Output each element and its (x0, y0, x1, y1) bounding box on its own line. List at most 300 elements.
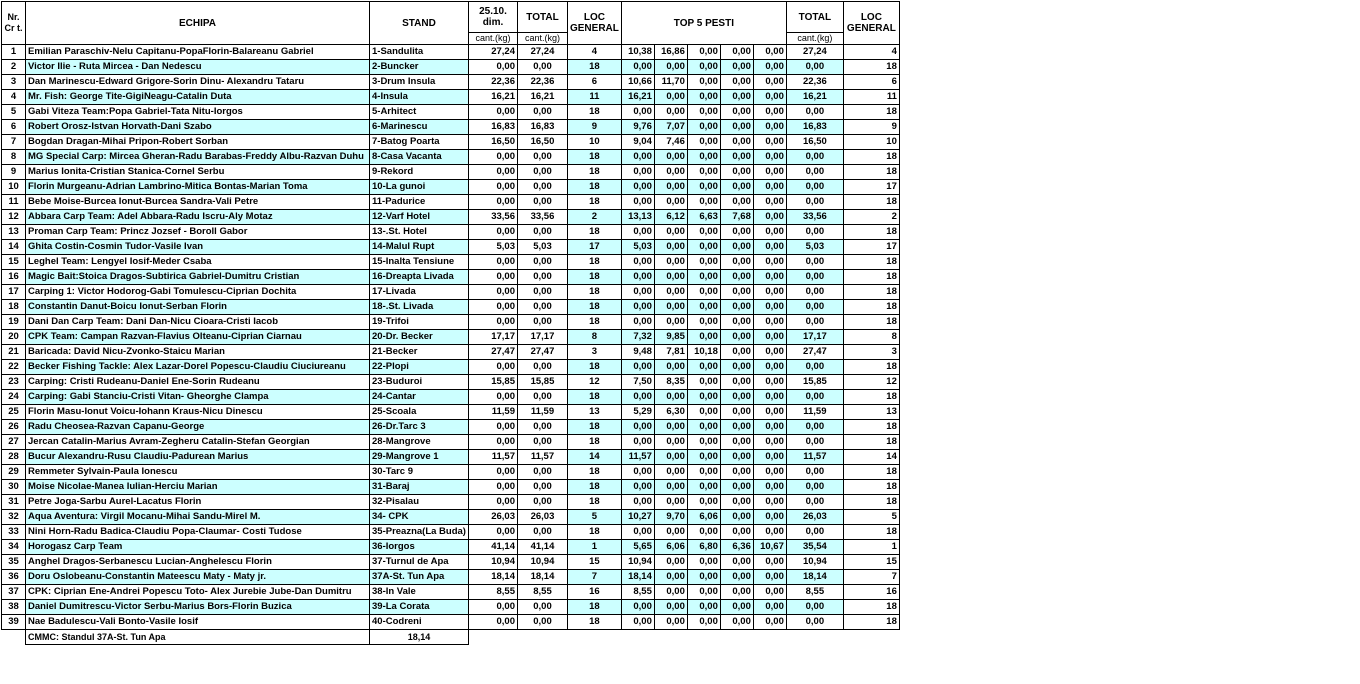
cell-p1[interactable]: 0,00 (621, 195, 654, 210)
cell-stand[interactable]: 7-Batog Poarta (370, 135, 469, 150)
cell-p3[interactable]: 0,00 (687, 525, 720, 540)
cell-p4[interactable]: 0,00 (720, 435, 753, 450)
cell-total2[interactable]: 0,00 (786, 315, 843, 330)
cell-p4[interactable]: 0,00 (720, 165, 753, 180)
cell-stand[interactable]: 22-Plopi (370, 360, 469, 375)
header-total[interactable]: TOTAL (517, 2, 567, 33)
cell-total2[interactable]: 27,47 (786, 345, 843, 360)
cell-day[interactable]: 0,00 (468, 600, 517, 615)
cell-day[interactable]: 0,00 (468, 495, 517, 510)
cell-p1[interactable]: 7,50 (621, 375, 654, 390)
cell-echipa[interactable]: Aqua Aventura: Virgil Mocanu-Mihai Sandu-Mirel M. (26, 510, 370, 525)
cell-day[interactable]: 15,85 (468, 375, 517, 390)
cell-echipa[interactable]: Emilian Paraschiv-Nelu Capitanu-PopaFlorin-Balareanu Gabriel (26, 45, 370, 60)
cell-total2[interactable]: 0,00 (786, 195, 843, 210)
cell-loc[interactable]: 18 (567, 495, 621, 510)
cell-day[interactable]: 0,00 (468, 255, 517, 270)
cell-total[interactable]: 0,00 (517, 435, 567, 450)
cell-total2[interactable]: 0,00 (786, 180, 843, 195)
cell-loc2[interactable]: 4 (843, 45, 899, 60)
cell-p1[interactable]: 9,04 (621, 135, 654, 150)
cell-p1[interactable]: 0,00 (621, 480, 654, 495)
cell-echipa[interactable]: Victor Ilie - Ruta Mircea - Dan Nedescu (26, 60, 370, 75)
cell-p1[interactable]: 10,94 (621, 555, 654, 570)
cell-stand[interactable]: 16-Dreapta Livada (370, 270, 469, 285)
cell-p5[interactable]: 0,00 (753, 585, 786, 600)
cell-p5[interactable]: 0,00 (753, 45, 786, 60)
cell-p5[interactable]: 0,00 (753, 420, 786, 435)
cell-p2[interactable]: 0,00 (654, 495, 687, 510)
cell-p2[interactable]: 8,35 (654, 375, 687, 390)
cell-p1[interactable]: 0,00 (621, 255, 654, 270)
cell-loc2[interactable]: 3 (843, 345, 899, 360)
cell-loc2[interactable]: 18 (843, 420, 899, 435)
cell-nr[interactable]: 5 (2, 105, 26, 120)
cell-p2[interactable]: 6,30 (654, 405, 687, 420)
cell-day[interactable]: 41,14 (468, 540, 517, 555)
cell-stand[interactable]: 15-Inalta Tensiune (370, 255, 469, 270)
cell-p4[interactable]: 0,00 (720, 105, 753, 120)
cell-p4[interactable]: 0,00 (720, 450, 753, 465)
cell-echipa[interactable]: Leghel Team: Lengyel Iosif-Meder Csaba (26, 255, 370, 270)
cell-loc2[interactable]: 18 (843, 465, 899, 480)
cell-p1[interactable]: 0,00 (621, 285, 654, 300)
cell-p2[interactable]: 9,70 (654, 510, 687, 525)
cell-stand[interactable]: 10-La gunoi (370, 180, 469, 195)
cell-total2[interactable]: 0,00 (786, 225, 843, 240)
cell-stand[interactable]: 34- CPK (370, 510, 469, 525)
cell-nr[interactable]: 37 (2, 585, 26, 600)
cell-nr[interactable]: 36 (2, 570, 26, 585)
cell-total2[interactable]: 22,36 (786, 75, 843, 90)
cell-p2[interactable]: 6,06 (654, 540, 687, 555)
cell-p4[interactable]: 0,00 (720, 525, 753, 540)
cell-echipa[interactable]: Gabi Viteza Team:Popa Gabriel-Tata Nitu-Iorgos (26, 105, 370, 120)
cell-stand[interactable]: 5-Arhitect (370, 105, 469, 120)
cell-day[interactable]: 0,00 (468, 525, 517, 540)
cell-echipa[interactable]: Doru Oslobeanu-Constantin Mateescu Maty - Maty jr. (26, 570, 370, 585)
cell-p2[interactable]: 0,00 (654, 225, 687, 240)
cell-p4[interactable]: 0,00 (720, 390, 753, 405)
cell-nr[interactable]: 13 (2, 225, 26, 240)
cell-loc2[interactable]: 5 (843, 510, 899, 525)
cell-loc[interactable]: 17 (567, 240, 621, 255)
cell-loc2[interactable]: 18 (843, 60, 899, 75)
cell-total2[interactable]: 0,00 (786, 615, 843, 630)
cell-p4[interactable]: 0,00 (720, 255, 753, 270)
cell-p5[interactable]: 0,00 (753, 330, 786, 345)
cell-loc[interactable]: 18 (567, 60, 621, 75)
cell-total2[interactable]: 11,57 (786, 450, 843, 465)
cell-total2[interactable]: 0,00 (786, 600, 843, 615)
cell-total[interactable]: 0,00 (517, 165, 567, 180)
cell-total2[interactable]: 11,59 (786, 405, 843, 420)
cell-loc2[interactable]: 9 (843, 120, 899, 135)
cell-p5[interactable]: 0,00 (753, 75, 786, 90)
cell-nr[interactable]: 26 (2, 420, 26, 435)
cell-p3[interactable]: 0,00 (687, 75, 720, 90)
cell-p1[interactable]: 0,00 (621, 60, 654, 75)
cell-total2[interactable]: 5,03 (786, 240, 843, 255)
cell-p2[interactable]: 7,46 (654, 135, 687, 150)
cell-day[interactable]: 0,00 (468, 195, 517, 210)
cell-p3[interactable]: 6,06 (687, 510, 720, 525)
cell-loc2[interactable]: 18 (843, 300, 899, 315)
cell-day[interactable]: 17,17 (468, 330, 517, 345)
cell-total[interactable]: 0,00 (517, 300, 567, 315)
cell-p5[interactable]: 0,00 (753, 390, 786, 405)
cell-total2[interactable]: 26,03 (786, 510, 843, 525)
cell-echipa[interactable]: Remmeter Sylvain-Paula Ionescu (26, 465, 370, 480)
cell-nr[interactable]: 11 (2, 195, 26, 210)
cell-stand[interactable]: 32-Pisalau (370, 495, 469, 510)
header-nr[interactable]: Nr. Cr t. (2, 2, 26, 45)
cell-total[interactable]: 0,00 (517, 465, 567, 480)
cell-p5[interactable]: 0,00 (753, 315, 786, 330)
cell-day[interactable]: 0,00 (468, 420, 517, 435)
cell-loc[interactable]: 18 (567, 105, 621, 120)
cell-day[interactable]: 0,00 (468, 285, 517, 300)
cell-p5[interactable]: 0,00 (753, 285, 786, 300)
footer-value[interactable]: 18,14 (370, 630, 469, 645)
cell-stand[interactable]: 25-Scoala (370, 405, 469, 420)
cell-total2[interactable]: 35,54 (786, 540, 843, 555)
cell-p2[interactable]: 0,00 (654, 240, 687, 255)
cell-p5[interactable]: 0,00 (753, 270, 786, 285)
cell-total[interactable]: 8,55 (517, 585, 567, 600)
cell-p1[interactable]: 0,00 (621, 465, 654, 480)
cell-p4[interactable]: 0,00 (720, 45, 753, 60)
cell-p5[interactable]: 0,00 (753, 90, 786, 105)
cell-total2[interactable]: 15,85 (786, 375, 843, 390)
cell-total[interactable]: 18,14 (517, 570, 567, 585)
cell-p5[interactable]: 0,00 (753, 525, 786, 540)
cell-loc2[interactable]: 18 (843, 525, 899, 540)
cell-total2[interactable]: 0,00 (786, 60, 843, 75)
cell-total[interactable]: 0,00 (517, 360, 567, 375)
cell-total2[interactable]: 0,00 (786, 435, 843, 450)
cell-total[interactable]: 0,00 (517, 525, 567, 540)
cell-p4[interactable]: 0,00 (720, 315, 753, 330)
cell-loc[interactable]: 11 (567, 90, 621, 105)
cell-p4[interactable]: 0,00 (720, 120, 753, 135)
cell-day[interactable]: 11,57 (468, 450, 517, 465)
cell-loc2[interactable]: 18 (843, 225, 899, 240)
cell-nr[interactable]: 14 (2, 240, 26, 255)
cell-total[interactable]: 0,00 (517, 225, 567, 240)
cell-p2[interactable]: 0,00 (654, 570, 687, 585)
cell-p3[interactable]: 0,00 (687, 180, 720, 195)
cell-stand[interactable]: 19-Trifoi (370, 315, 469, 330)
cell-total[interactable]: 0,00 (517, 600, 567, 615)
cell-loc2[interactable]: 18 (843, 105, 899, 120)
cell-echipa[interactable]: Daniel Dumitrescu-Victor Serbu-Marius Bors-Florin Buzica (26, 600, 370, 615)
cell-total[interactable]: 0,00 (517, 390, 567, 405)
cell-p2[interactable]: 0,00 (654, 180, 687, 195)
cell-total[interactable]: 0,00 (517, 285, 567, 300)
cell-day[interactable]: 0,00 (468, 435, 517, 450)
cell-p5[interactable]: 0,00 (753, 150, 786, 165)
cell-p2[interactable]: 0,00 (654, 465, 687, 480)
cell-total[interactable]: 0,00 (517, 150, 567, 165)
cell-p2[interactable]: 7,81 (654, 345, 687, 360)
cell-day[interactable]: 26,03 (468, 510, 517, 525)
cell-p5[interactable]: 0,00 (753, 345, 786, 360)
cell-p3[interactable]: 0,00 (687, 420, 720, 435)
cell-total[interactable]: 11,57 (517, 450, 567, 465)
cell-p5[interactable]: 0,00 (753, 375, 786, 390)
cell-p5[interactable]: 0,00 (753, 165, 786, 180)
cell-p3[interactable]: 0,00 (687, 585, 720, 600)
cell-day[interactable]: 0,00 (468, 480, 517, 495)
cell-stand[interactable]: 3-Drum Insula (370, 75, 469, 90)
cell-loc2[interactable]: 14 (843, 450, 899, 465)
cell-nr[interactable]: 30 (2, 480, 26, 495)
cell-p5[interactable]: 0,00 (753, 60, 786, 75)
cell-p2[interactable]: 0,00 (654, 360, 687, 375)
cell-p1[interactable]: 10,66 (621, 75, 654, 90)
cell-stand[interactable]: 28-Mangrove (370, 435, 469, 450)
cell-echipa[interactable]: Radu Cheosea-Razvan Capanu-George (26, 420, 370, 435)
cell-loc[interactable]: 15 (567, 555, 621, 570)
cell-p1[interactable]: 0,00 (621, 600, 654, 615)
cell-loc[interactable]: 18 (567, 315, 621, 330)
cell-p4[interactable]: 0,00 (720, 150, 753, 165)
cell-nr[interactable]: 7 (2, 135, 26, 150)
cell-day[interactable]: 0,00 (468, 390, 517, 405)
cell-total[interactable]: 0,00 (517, 195, 567, 210)
cell-p4[interactable]: 0,00 (720, 195, 753, 210)
cell-nr[interactable]: 9 (2, 165, 26, 180)
footer-label[interactable]: CMMC: Standul 37A-St. Tun Apa (26, 630, 370, 645)
cell-p1[interactable]: 10,27 (621, 510, 654, 525)
cell-total2[interactable]: 0,00 (786, 105, 843, 120)
cell-nr[interactable]: 6 (2, 120, 26, 135)
cell-p3[interactable]: 0,00 (687, 330, 720, 345)
cell-loc[interactable]: 16 (567, 585, 621, 600)
cell-total[interactable]: 0,00 (517, 480, 567, 495)
cell-loc2[interactable]: 15 (843, 555, 899, 570)
cell-p4[interactable]: 0,00 (720, 330, 753, 345)
cell-loc2[interactable]: 18 (843, 270, 899, 285)
cell-loc[interactable]: 7 (567, 570, 621, 585)
cell-p3[interactable]: 0,00 (687, 495, 720, 510)
cell-echipa[interactable]: Dan Marinescu-Edward Grigore-Sorin Dinu- Alexandru Tataru (26, 75, 370, 90)
cell-total2[interactable]: 0,00 (786, 270, 843, 285)
cell-echipa[interactable]: Anghel Dragos-Serbanescu Lucian-Anghelescu Florin (26, 555, 370, 570)
cell-total[interactable]: 5,03 (517, 240, 567, 255)
cell-echipa[interactable]: Ghita Costin-Cosmin Tudor-Vasile Ivan (26, 240, 370, 255)
cell-total[interactable]: 0,00 (517, 270, 567, 285)
cell-p1[interactable]: 0,00 (621, 105, 654, 120)
cell-loc2[interactable]: 18 (843, 315, 899, 330)
cell-p3[interactable]: 0,00 (687, 615, 720, 630)
cell-total2[interactable]: 18,14 (786, 570, 843, 585)
cell-nr[interactable]: 31 (2, 495, 26, 510)
cell-p3[interactable]: 0,00 (687, 465, 720, 480)
cell-loc2[interactable]: 18 (843, 390, 899, 405)
cell-loc[interactable]: 10 (567, 135, 621, 150)
cell-p3[interactable]: 0,00 (687, 150, 720, 165)
cell-stand[interactable]: 40-Codreni (370, 615, 469, 630)
cell-total[interactable]: 0,00 (517, 255, 567, 270)
cell-loc2[interactable]: 17 (843, 180, 899, 195)
cell-p2[interactable]: 0,00 (654, 615, 687, 630)
cell-p5[interactable]: 0,00 (753, 360, 786, 375)
cell-echipa[interactable]: Robert Orosz-Istvan Horvath-Dani Szabo (26, 120, 370, 135)
cell-p3[interactable]: 0,00 (687, 480, 720, 495)
cell-p4[interactable]: 0,00 (720, 585, 753, 600)
cell-nr[interactable]: 21 (2, 345, 26, 360)
cell-nr[interactable]: 10 (2, 180, 26, 195)
cell-p4[interactable]: 0,00 (720, 270, 753, 285)
cell-p3[interactable]: 0,00 (687, 195, 720, 210)
cell-echipa[interactable]: Carping: Cristi Rudeanu-Daniel Ene-Sorin Rudeanu (26, 375, 370, 390)
cell-total2[interactable]: 16,21 (786, 90, 843, 105)
cell-total[interactable]: 0,00 (517, 615, 567, 630)
cell-total2[interactable]: 0,00 (786, 255, 843, 270)
cell-p1[interactable]: 0,00 (621, 300, 654, 315)
cell-day[interactable]: 5,03 (468, 240, 517, 255)
cell-total2[interactable]: 16,83 (786, 120, 843, 135)
cell-echipa[interactable]: Proman Carp Team: Princz Jozsef - Boroll Gabor (26, 225, 370, 240)
cell-p2[interactable]: 0,00 (654, 255, 687, 270)
cell-echipa[interactable]: Florin Murgeanu-Adrian Lambrino-Mitica Bontas-Marian Toma (26, 180, 370, 195)
cell-p4[interactable]: 0,00 (720, 405, 753, 420)
cell-p5[interactable]: 0,00 (753, 600, 786, 615)
cell-loc2[interactable]: 11 (843, 90, 899, 105)
cell-p2[interactable]: 0,00 (654, 90, 687, 105)
cell-p2[interactable]: 0,00 (654, 315, 687, 330)
cell-day[interactable]: 0,00 (468, 60, 517, 75)
header-date[interactable]: 25.10. dim. (468, 2, 517, 33)
cell-p3[interactable]: 0,00 (687, 300, 720, 315)
cell-p3[interactable]: 0,00 (687, 90, 720, 105)
cell-echipa[interactable]: Nae Badulescu-Vali Bonto-Vasile Iosif (26, 615, 370, 630)
cell-loc2[interactable]: 18 (843, 600, 899, 615)
cell-nr[interactable]: 34 (2, 540, 26, 555)
cell-loc[interactable]: 18 (567, 465, 621, 480)
cell-day[interactable]: 33,56 (468, 210, 517, 225)
cell-stand[interactable]: 11-Padurice (370, 195, 469, 210)
cell-nr[interactable]: 33 (2, 525, 26, 540)
cell-stand[interactable]: 6-Marinescu (370, 120, 469, 135)
cell-p3[interactable]: 6,63 (687, 210, 720, 225)
cell-p5[interactable]: 0,00 (753, 405, 786, 420)
cell-p4[interactable]: 0,00 (720, 480, 753, 495)
cell-total[interactable]: 0,00 (517, 420, 567, 435)
cell-loc[interactable]: 18 (567, 195, 621, 210)
cell-total2[interactable]: 0,00 (786, 420, 843, 435)
cell-total[interactable]: 22,36 (517, 75, 567, 90)
cell-p1[interactable]: 0,00 (621, 180, 654, 195)
cell-stand[interactable]: 21-Becker (370, 345, 469, 360)
cell-total[interactable]: 15,85 (517, 375, 567, 390)
cell-day[interactable]: 0,00 (468, 270, 517, 285)
cell-p4[interactable]: 0,00 (720, 285, 753, 300)
cell-loc2[interactable]: 16 (843, 585, 899, 600)
cell-loc[interactable]: 18 (567, 225, 621, 240)
cell-p2[interactable]: 0,00 (654, 420, 687, 435)
cell-loc2[interactable]: 18 (843, 195, 899, 210)
cell-p1[interactable]: 0,00 (621, 495, 654, 510)
cell-loc2[interactable]: 2 (843, 210, 899, 225)
cell-p1[interactable]: 16,21 (621, 90, 654, 105)
cell-p4[interactable]: 0,00 (720, 75, 753, 90)
cell-echipa[interactable]: Dani Dan Carp Team: Dani Dan-Nicu Cioara-Cristi Iacob (26, 315, 370, 330)
cell-day[interactable]: 27,47 (468, 345, 517, 360)
cell-p5[interactable]: 0,00 (753, 435, 786, 450)
cell-loc2[interactable]: 18 (843, 615, 899, 630)
cell-loc2[interactable]: 18 (843, 435, 899, 450)
cell-stand[interactable]: 9-Rekord (370, 165, 469, 180)
cell-echipa[interactable]: Marius Ionita-Cristian Stanica-Cornel Serbu (26, 165, 370, 180)
cell-day[interactable]: 0,00 (468, 180, 517, 195)
cell-total[interactable]: 16,21 (517, 90, 567, 105)
cell-p2[interactable]: 0,00 (654, 60, 687, 75)
cell-nr[interactable]: 8 (2, 150, 26, 165)
cell-stand[interactable]: 30-Tarc 9 (370, 465, 469, 480)
cell-p1[interactable]: 9,76 (621, 120, 654, 135)
cell-echipa[interactable]: Bebe Moise-Burcea Ionut-Burcea Sandra-Vali Petre (26, 195, 370, 210)
cell-p3[interactable]: 10,18 (687, 345, 720, 360)
cell-stand[interactable]: 18-.St. Livada (370, 300, 469, 315)
cell-p1[interactable]: 5,65 (621, 540, 654, 555)
cell-loc2[interactable]: 18 (843, 360, 899, 375)
cell-p3[interactable]: 0,00 (687, 165, 720, 180)
header-echipa[interactable]: ECHIPA (26, 2, 370, 45)
cell-p3[interactable]: 0,00 (687, 135, 720, 150)
cell-p3[interactable]: 0,00 (687, 45, 720, 60)
cell-loc[interactable]: 6 (567, 75, 621, 90)
cell-p2[interactable]: 0,00 (654, 150, 687, 165)
cell-p3[interactable]: 0,00 (687, 270, 720, 285)
cell-day[interactable]: 0,00 (468, 225, 517, 240)
cell-day[interactable]: 10,94 (468, 555, 517, 570)
cell-echipa[interactable]: Horogasz Carp Team (26, 540, 370, 555)
cell-loc[interactable]: 18 (567, 300, 621, 315)
cell-day[interactable]: 16,50 (468, 135, 517, 150)
cell-loc[interactable]: 18 (567, 150, 621, 165)
cell-p2[interactable]: 9,85 (654, 330, 687, 345)
cell-total[interactable]: 0,00 (517, 60, 567, 75)
cell-p3[interactable]: 0,00 (687, 120, 720, 135)
cell-echipa[interactable]: Jercan Catalin-Marius Avram-Zegheru Catalin-Stefan Georgian (26, 435, 370, 450)
cell-total[interactable]: 10,94 (517, 555, 567, 570)
cell-p2[interactable]: 11,70 (654, 75, 687, 90)
cell-stand[interactable]: 35-Preazna(La Buda) (370, 525, 469, 540)
cell-loc2[interactable]: 13 (843, 405, 899, 420)
cell-echipa[interactable]: Mr. Fish: George Tite-GigiNeagu-Catalin Duta (26, 90, 370, 105)
cell-loc[interactable]: 9 (567, 120, 621, 135)
cell-loc[interactable]: 18 (567, 480, 621, 495)
cell-total2[interactable]: 0,00 (786, 390, 843, 405)
cell-stand[interactable]: 38-In Vale (370, 585, 469, 600)
cell-p1[interactable]: 0,00 (621, 150, 654, 165)
cell-day[interactable]: 0,00 (468, 150, 517, 165)
cell-nr[interactable]: 24 (2, 390, 26, 405)
cell-loc[interactable]: 18 (567, 600, 621, 615)
cell-stand[interactable]: 29-Mangrove 1 (370, 450, 469, 465)
cell-p4[interactable]: 7,68 (720, 210, 753, 225)
cell-p3[interactable]: 0,00 (687, 555, 720, 570)
cell-loc[interactable]: 18 (567, 615, 621, 630)
cell-total[interactable]: 0,00 (517, 180, 567, 195)
cell-stand[interactable]: 2-Buncker (370, 60, 469, 75)
cell-p4[interactable]: 0,00 (720, 180, 753, 195)
cell-p2[interactable]: 0,00 (654, 450, 687, 465)
cell-p2[interactable]: 0,00 (654, 555, 687, 570)
